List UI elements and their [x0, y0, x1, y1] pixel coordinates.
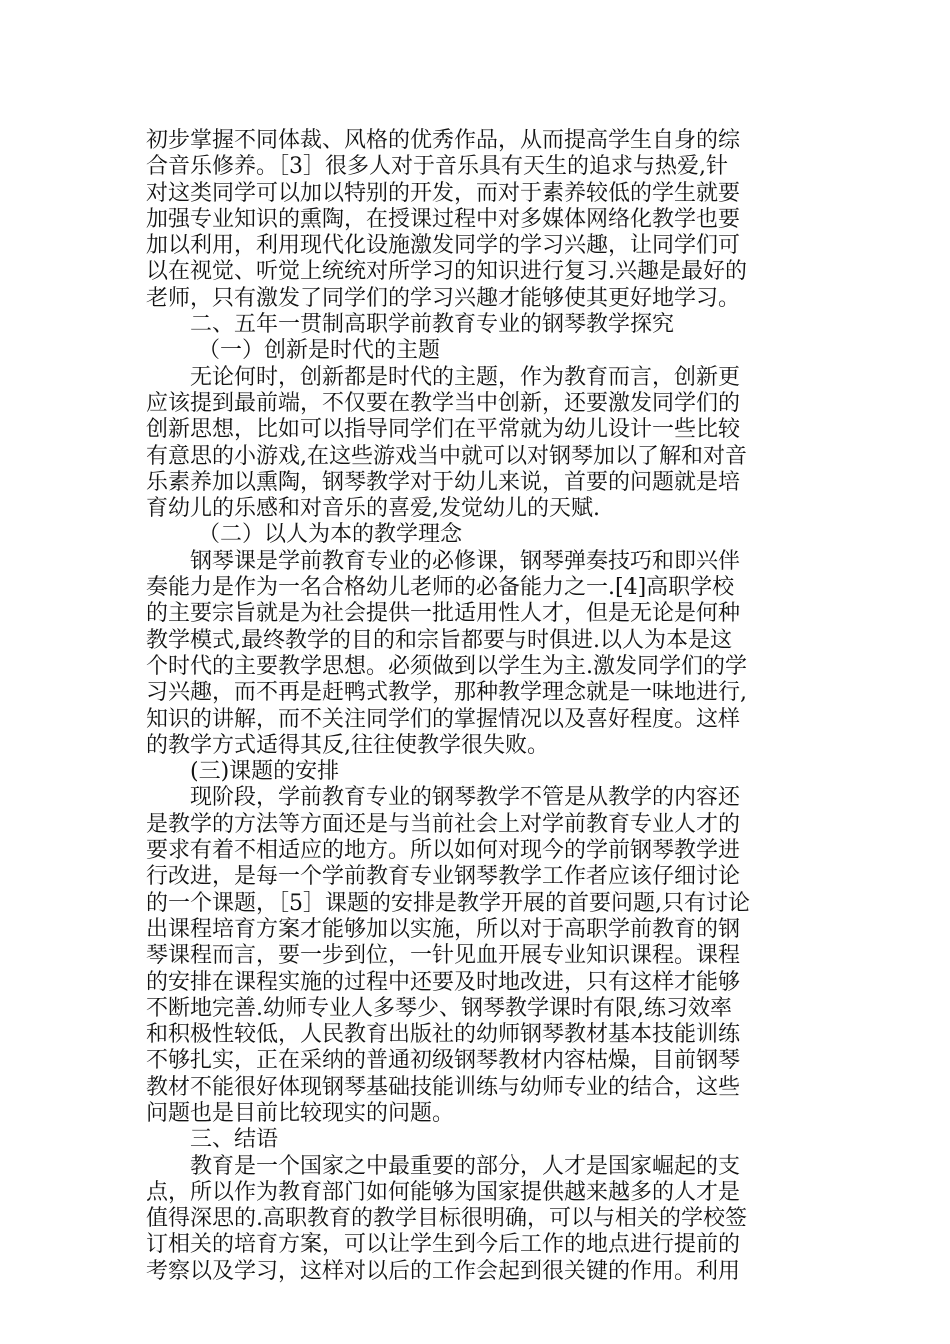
body-text-line: 奏能力是作为一名合格幼儿老师的必备能力之一.[4]高职学校 [146, 575, 735, 601]
paragraph-first-line: 无论何时，创新都是时代的主题，作为教育而言，创新更 [190, 364, 741, 390]
section-heading: 三、结语 [190, 1127, 279, 1153]
body-text-line: 和积极性较低，人民教育出版社的幼师钢琴教材基本技能训练 [146, 1022, 741, 1048]
section-heading: (三)课题的安排 [190, 759, 340, 785]
body-text-line: 琴课程而言，要一步到位，一针见血开展专业知识课程。课程 [146, 943, 741, 969]
body-text-line: 订相关的培育方案，可以让学生到今后工作的地点进行提前的 [146, 1232, 741, 1258]
body-text-line: 教学模式,最终教学的目的和宗旨都要与时俱进.以人为本是这 [146, 627, 732, 653]
body-text-line: 个时代的主要教学思想。必须做到以学生为主.激发同学们的学 [146, 653, 747, 679]
body-text-line: 值得深思的.高职教育的教学目标很明确，可以与相关的学校签 [146, 1206, 747, 1232]
body-text-line: 要求有着不相适应的地方。所以如何对现今的学前钢琴教学进 [146, 838, 741, 864]
body-text-line: 知识的讲解，而不关注同学们的掌握情况以及喜好程度。这样 [146, 706, 741, 732]
body-text-line: 应该提到最前端，不仅要在教学当中创新，还要激发同学们的 [146, 390, 741, 416]
body-text-line: 点，所以作为教育部门如何能够为国家提供越来越多的人才是 [146, 1179, 741, 1205]
body-text-line: 习兴趣，而不再是赶鸭式教学，那种教学理念就是一味地进行, [146, 680, 747, 706]
body-text-line: 出课程培育方案才能够加以实施，所以对于高职学前教育的钢 [146, 916, 741, 942]
body-text-line: 合音乐修养。［3］很多人对于音乐具有天生的追求与热爱,针 [146, 154, 728, 180]
body-text-line: 问题也是目前比较现实的问题。 [146, 1100, 455, 1126]
body-text-line: 的主要宗旨就是为社会提供一批适用性人才，但是无论是何种 [146, 601, 741, 627]
section-heading: （二）以人为本的教学理念 [198, 522, 463, 548]
body-text-line: 教材不能很好体现钢琴基础技能训练与幼师专业的结合，这些 [146, 1074, 741, 1100]
body-text-line: 不断地完善.幼师专业人多琴少、钢琴教学课时有限,练习效率 [146, 995, 732, 1021]
body-text-line: 行改进，是每一个学前教育专业钢琴教学工作者应该仔细讨论 [146, 864, 741, 890]
body-text-line: 乐素养加以熏陶，钢琴教学对于幼儿来说，首要的问题就是培 [146, 469, 741, 495]
body-text-line: 加以利用，利用现代化设施激发同学的学习兴趣，让同学们可 [146, 233, 741, 259]
body-text-line: 的教学方式适得其反,往往使教学很失败。 [146, 732, 549, 758]
body-text-line: 考察以及学习，这样对以后的工作会起到很关键的作用。利用 [146, 1258, 741, 1284]
paragraph-first-line: 钢琴课是学前教育专业的必修课，钢琴弹奏技巧和即兴伴 [190, 548, 741, 574]
paragraph-first-line: 现阶段，学前教育专业的钢琴教学不管是从教学的内容还 [190, 785, 741, 811]
paragraph-first-line: 教育是一个国家之中最重要的部分，人才是国家崛起的支 [190, 1153, 741, 1179]
section-heading: （一）创新是时代的主题 [198, 338, 441, 364]
section-heading: 二、五年一贯制高职学前教育专业的钢琴教学探究 [190, 312, 675, 338]
body-text-line: 老师，只有激发了同学们的学习兴趣才能够使其更好地学习。 [146, 285, 741, 311]
body-text-line: 初步掌握不同体裁、风格的优秀作品，从而提高学生自身的综 [146, 128, 741, 153]
body-text-line: 有意思的小游戏,在这些游戏当中就可以对钢琴加以了解和对音 [146, 443, 747, 469]
body-text-line: 创新思想，比如可以指导同学们在平常就为幼儿设计一些比较 [146, 417, 741, 443]
body-text-line: 的安排在课程实施的过程中还要及时地改进，只有这样才能够 [146, 969, 741, 995]
body-text-line: 是教学的方法等方面还是与当前社会上对学前教育专业人才的 [146, 811, 741, 837]
body-text-line: 加强专业知识的熏陶，在授课过程中对多媒体网络化教学也要 [146, 206, 741, 232]
body-text-line: 的一个课题，［5］课题的安排是教学开展的首要问题,只有讨论 [146, 890, 750, 916]
body-text-line: 以在视觉、听觉上统统对所学习的知识进行复习.兴趣是最好的 [146, 259, 747, 285]
body-text-line: 育幼儿的乐感和对音乐的喜爱,发觉幼儿的天赋. [146, 496, 600, 522]
document-page [146, 128, 806, 1285]
body-text-line: 对这类同学可以加以特别的开发，而对于素养较低的学生就要 [146, 180, 741, 206]
body-text-line: 不够扎实，正在采纳的普通初级钢琴教材内容枯燥，目前钢琴 [146, 1048, 741, 1074]
